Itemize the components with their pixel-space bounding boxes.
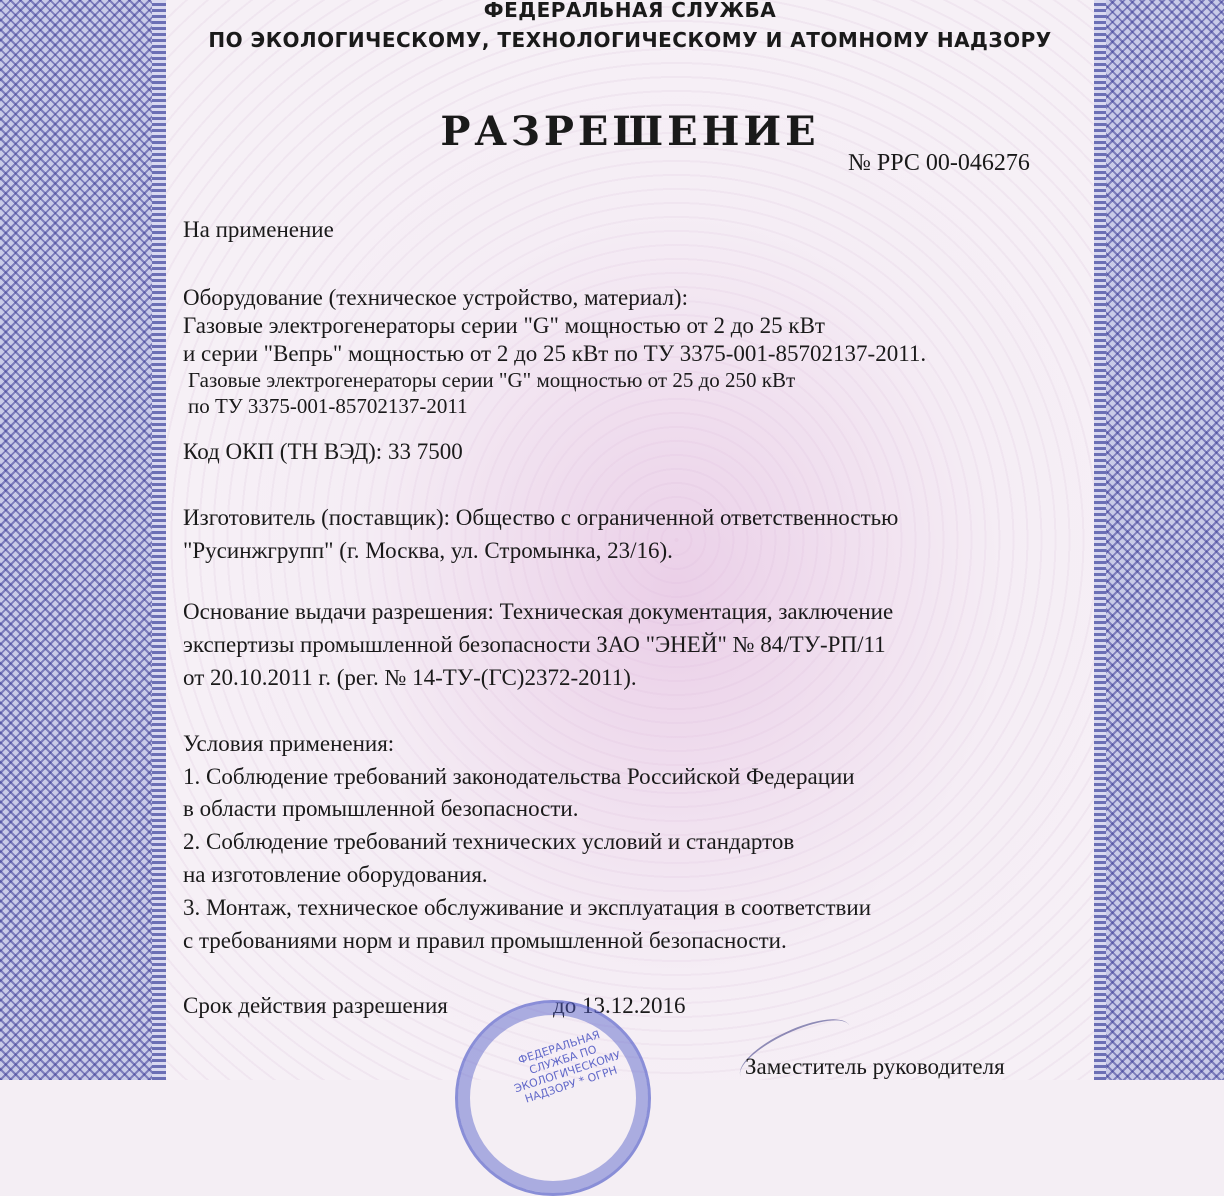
manufacturer-line: Изготовитель (поставщик): Общество с ограниченной ответственностью [183,505,899,530]
okp-code: Код ОКП (ТН ВЭД): 33 7500 [183,439,463,464]
stamp-text: ФЕДЕРАЛЬНАЯ СЛУЖБА ПО ЭКОЛОГИЧЕСКОМУ НАДЗОРУ * ОГРН [512,1028,623,1106]
validity-date: до 13.12.2016 [553,993,686,1018]
conditions-label: Условия применения: [183,731,395,756]
official-stamp [455,1000,651,1196]
equipment-line: Газовые электрогенераторы серии "G" мощностью от 2 до 25 кВт [183,313,825,338]
ornamental-border-left [0,0,160,1080]
condition-line: 3. Монтаж, техническое обслуживание и эксплуатация в соответствии [183,895,872,920]
equipment-line: Газовые электрогенераторы серии "G" мощностью от 25 до 250 кВт [188,368,796,392]
basis-line: экспертизы промышленной безопасности ЗАО "ЭНЕЙ" № 84/ТУ-РП/11 [183,632,886,657]
equipment-line: по ТУ 3375-001-85702137-2011 [188,394,468,418]
equipment-line: и серии "Вепрь" мощностью от 2 до 25 кВт по ТУ 3375-001-85702137-2011. [183,341,927,366]
purpose-text: На применение [183,217,334,242]
agency-title-line2: ПО ЭКОЛОГИЧЕСКОМУ, ТЕХНОЛОГИЧЕСКОМУ И АТОМНОМУ НАДЗОРУ [208,28,1052,52]
frame-strip-right [1094,0,1106,1080]
agency-title-line1: ФЕДЕРАЛЬНАЯ СЛУЖБА [483,0,777,22]
equipment-label: Оборудование (техническое устройство, материал): [183,285,688,310]
condition-line: с требованиями норм и правил промышленной безопасности. [183,928,787,953]
condition-line: в области промышленной безопасности. [183,796,579,821]
condition-line: на изготовление оборудования. [183,862,488,887]
condition-line: 2. Соблюдение требований технических условий и стандартов [183,829,795,854]
basis-line: от 20.10.2011 г. (рег. № 14-ТУ-(ГС)2372-2011). [183,665,637,690]
ornamental-border-right [1100,0,1224,1080]
permit-number: № РРС 00-046276 [848,150,1030,176]
signatory-title: Заместитель руководителя [745,1054,1005,1079]
manufacturer-line: "Русинжгрупп" (г. Москва, ул. Стромынка, 23/16). [183,538,673,563]
validity-label: Срок действия разрешения [183,993,448,1018]
frame-strip-left [152,0,166,1080]
condition-line: 1. Соблюдение требований законодательства Российской Федерации [183,764,855,789]
document-title: РАЗРЕШЕНИЕ [440,108,820,155]
basis-line: Основание выдачи разрешения: Техническая документация, заключение [183,599,894,624]
